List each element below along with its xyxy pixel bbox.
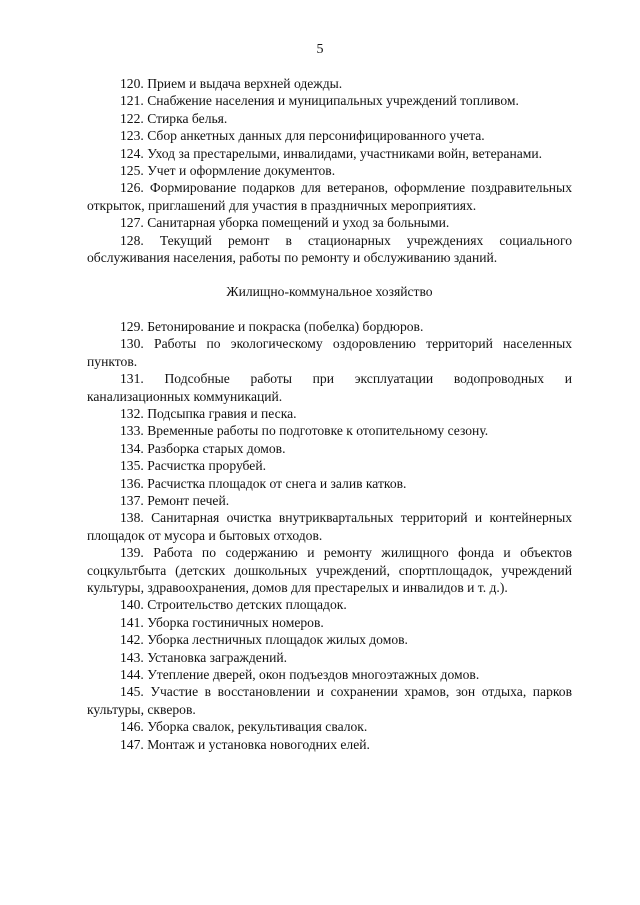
list-item: 146. Уборка свалок, рекультивация свалок. (120, 719, 368, 735)
list-item: 120. Прием и выдача верхней одежды. (120, 76, 343, 91)
list-item: 122. Стирка белья. (120, 110, 228, 126)
list-item: 124. Уход за престарелыми, инвалидами, участниками войн, ветеранами. (120, 145, 543, 161)
list-item: 138. Санитарная очистка внутриквартальных территорий и контейнерных площадок от мусора и бытовых отходов. (87, 510, 572, 543)
list-item: 137. Ремонт печей. (120, 492, 230, 508)
list-item: 139. Работа по содержанию и ремонту жилищного фонда и объектов соцкультбыта (детских дошкольных учреждений, спортплощадок, учреждений культуры, здравоохранения, домов для престарелых и инвалидов и т. д.). (87, 545, 572, 595)
list-item: 130. Работы по экологическому оздоровлению территорий населенных пунктов. (87, 336, 572, 369)
list-item: 129. Бетонирование и покраска (побелка) бордюров. (120, 318, 424, 334)
list-item: 125. Учет и оформление документов. (120, 163, 336, 179)
list-item: 126. Формирование подарков для ветеранов, оформление поздравительных открыток, приглашений для участия в праздничных мероприятиях. (87, 180, 572, 213)
list-item: 147. Монтаж и установка новогодних елей. (120, 736, 370, 752)
list-item: 131. Подсобные работы при эксплуатации водопроводных и канализационных коммуникаций. (87, 371, 572, 404)
list-item: 140. Строительство детских площадок. (120, 597, 347, 613)
list-item: 144. Утепление дверей, окон подъездов многоэтажных домов. (120, 667, 480, 682)
list-item: 128. Текущий ремонт в стационарных учреждениях социального обслуживания населения, работы по ремонту и обслуживанию зданий. (87, 232, 572, 266)
list-item: 145. Участие в восстановлении и сохранении храмов, зон отдыха, парков культуры, скверов. (87, 684, 572, 717)
list-item: 121. Снабжение населения и муниципальных учреждений топливом. (120, 93, 519, 109)
list-item: 142. Уборка лестничных площадок жилых домов. (120, 632, 408, 648)
list-item: 132. Подсыпка гравия и песка. (120, 405, 297, 421)
list-item: 136. Расчистка площадок от снега и залив катков. (120, 475, 407, 491)
list-item: 135. Расчистка прорубей. (120, 458, 267, 474)
document-body (87, 75, 572, 753)
list-item: 143. Установка заграждений. (120, 649, 288, 665)
list-item: 123. Сбор анкетных данных для персонифицированного учета. (120, 128, 485, 144)
list-item: 127. Санитарная уборка помещений и уход за больными. (120, 215, 450, 231)
list-item: 133. Временные работы по подготовке к отопительному сезону. (120, 423, 489, 439)
page-number: 5 (316, 42, 324, 57)
list-item: 141. Уборка гостиничных номеров. (120, 614, 324, 630)
section-heading: Жилищно-коммунальное хозяйство (226, 284, 433, 300)
list-item: 134. Разборка старых домов. (120, 440, 286, 456)
